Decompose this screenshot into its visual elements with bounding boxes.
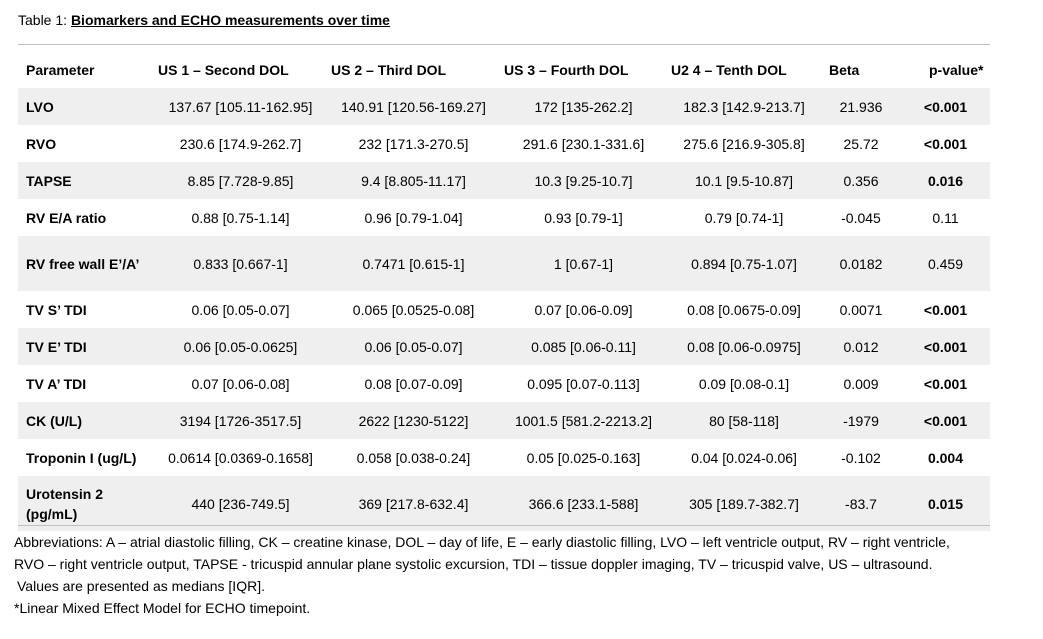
us1-cell: 0.06 [0.05-0.0625] <box>154 328 327 365</box>
us1-cell: 0.07 [0.06-0.08] <box>191 375 290 392</box>
data-table <box>18 52 990 531</box>
p-value-cell: 0.11 <box>932 209 959 226</box>
table-title: Biomarkers and ECHO measurements over time <box>70 12 390 28</box>
us2-cell: 2622 [1230-5122] <box>327 402 500 439</box>
beta-cell: -1979 <box>821 402 901 439</box>
beta-cell: 0.0071 <box>839 301 883 318</box>
us3-cell: 0.93 [0.79-1] <box>544 209 623 226</box>
beta-cell: 0.012 <box>821 328 901 365</box>
header-parameter: Parameter <box>26 62 95 78</box>
us4-cell: 0.08 [0.0675-0.09] <box>687 301 801 318</box>
p-value-cell: <0.001 <box>923 135 968 152</box>
beta-cell: 0.0182 <box>821 236 901 291</box>
us1-cell: 0.833 [0.667-1] <box>154 236 327 291</box>
us3-cell: 291.6 [230.1-331.6] <box>522 135 645 152</box>
us3-cell: 0.085 [0.06-0.11] <box>500 328 667 365</box>
parameter-cell: CK (U/L) <box>18 402 154 439</box>
table-row <box>18 328 990 365</box>
us3-cell: 0.05 [0.025-0.163] <box>526 449 641 466</box>
parameter-cell: RV E/A ratio <box>26 209 107 226</box>
model-note: *Linear Mixed Effect Model for ECHO timepoint. <box>14 600 311 616</box>
parameter-cell: Urotensin 2 (pg/mL) <box>18 476 154 531</box>
us1-cell: 230.6 [174.9-262.7] <box>179 135 302 152</box>
p-value-cell: <0.001 <box>923 301 968 318</box>
parameter-cell: RVO <box>26 135 57 152</box>
us4-cell: 275.6 [216.9-305.8] <box>683 135 805 152</box>
us2-cell: 0.065 [0.0525-0.08] <box>352 301 475 318</box>
caption-prefix: Table 1: <box>18 12 71 28</box>
us1-cell: 0.0614 [0.0369-0.1658] <box>168 449 313 466</box>
p-value-cell: <0.001 <box>901 402 990 439</box>
us4-cell: 0.894 [0.75-1.07] <box>667 236 821 291</box>
us1-cell: 8.85 [7.728-9.85] <box>154 162 327 199</box>
table-row <box>18 88 990 125</box>
us2-cell: 369 [217.8-632.4] <box>327 476 500 531</box>
parameter-cell: TV S’ TDI <box>26 301 87 318</box>
beta-cell: 0.009 <box>843 375 879 392</box>
top-rule <box>18 44 990 45</box>
us2-cell: 0.96 [0.79-1.04] <box>364 209 463 226</box>
table-row <box>18 439 990 476</box>
parameter-cell: RV free wall E’/A’ <box>18 236 154 291</box>
parameter-cell: TAPSE <box>18 162 154 199</box>
p-value-cell: 0.459 <box>901 236 990 291</box>
p-value-cell: 0.015 <box>901 476 990 531</box>
us1-cell: 0.88 [0.75-1.14] <box>191 209 290 226</box>
us3-cell: 1 [0.67-1] <box>500 236 667 291</box>
table-row <box>18 402 990 439</box>
p-value-cell: 0.004 <box>927 449 964 466</box>
us4-cell: 305 [189.7-382.7] <box>667 476 821 531</box>
us3-cell: 10.3 [9.25-10.7] <box>500 162 667 199</box>
beta-cell: -0.102 <box>841 449 881 466</box>
p-value-cell: <0.001 <box>901 328 990 365</box>
table-row <box>18 199 990 236</box>
table-row <box>18 291 990 328</box>
parameter-cell: TV A’ TDI <box>26 375 87 392</box>
table-body <box>18 88 990 531</box>
us4-cell: 0.09 [0.08-0.1] <box>698 375 790 392</box>
beta-cell: 25.72 <box>843 135 879 152</box>
header-us1: US 1 – Second DOL <box>158 62 289 78</box>
header-us2: US 2 – Third DOL <box>331 62 447 78</box>
us2-cell: 0.058 [0.038-0.24] <box>356 449 471 466</box>
table-row <box>18 162 990 199</box>
beta-cell: 21.936 <box>821 88 901 125</box>
us4-cell: 0.04 [0.024-0.06] <box>691 449 797 466</box>
beta-cell: -0.045 <box>841 209 881 226</box>
us1-cell: 0.06 [0.05-0.07] <box>191 301 290 318</box>
us1-cell: 3194 [1726-3517.5] <box>154 402 327 439</box>
us1-cell: 137.67 [105.11-162.95] <box>154 88 327 125</box>
table-row <box>18 236 990 291</box>
table-caption <box>18 11 390 29</box>
values-note: Values are presented as medians [IQR]. <box>17 578 265 594</box>
header-row <box>18 52 990 88</box>
us2-cell: 0.06 [0.05-0.07] <box>327 328 500 365</box>
us4-cell: 0.08 [0.06-0.0975] <box>667 328 821 365</box>
table-row <box>18 125 990 162</box>
header-us3: US 3 – Fourth DOL <box>504 62 629 78</box>
us3-cell: 366.6 [233.1-588] <box>500 476 667 531</box>
us2-cell: 9.4 [8.805-11.17] <box>327 162 500 199</box>
bottom-rule <box>18 525 990 526</box>
beta-cell: 0.356 <box>821 162 901 199</box>
parameter-cell: LVO <box>18 88 154 125</box>
us2-cell: 140.91 [120.56-169.27] <box>327 88 500 125</box>
header-us4: U2 4 – Tenth DOL <box>671 62 787 78</box>
p-value-cell: <0.001 <box>901 88 990 125</box>
parameter-cell: Troponin I (ug/L) <box>26 449 137 466</box>
table-row <box>18 476 990 531</box>
p-value-cell: <0.001 <box>923 375 968 392</box>
beta-cell: -83.7 <box>821 476 901 531</box>
us3-cell: 0.095 [0.07-0.113] <box>527 375 640 392</box>
us4-cell: 182.3 [142.9-213.7] <box>667 88 821 125</box>
us3-cell: 172 [135-262.2] <box>500 88 667 125</box>
us2-cell: 0.08 [0.07-0.09] <box>364 375 463 392</box>
us3-cell: 0.07 [0.06-0.09] <box>534 301 633 318</box>
table-notes <box>14 531 1039 619</box>
p-value-cell: 0.016 <box>901 162 990 199</box>
table-row <box>18 365 990 402</box>
header-p-value: p-value* <box>929 62 984 78</box>
us1-cell: 440 [236-749.5] <box>154 476 327 531</box>
us4-cell: 10.1 [9.5-10.87] <box>667 162 821 199</box>
us3-cell: 1001.5 [581.2-2213.2] <box>500 402 667 439</box>
us4-cell: 0.79 [0.74-1] <box>704 209 784 226</box>
us4-cell: 80 [58-118] <box>667 402 821 439</box>
header-beta: Beta <box>829 62 860 78</box>
abbreviations-line-2: RVO – right ventricle output, TAPSE - tricuspid annular plane systolic excursion, TDI – tissue doppler imaging, TV – tricuspid valve, US – ultrasound. <box>14 556 933 572</box>
table-header <box>18 52 990 88</box>
us2-cell: 0.7471 [0.615-1] <box>327 236 500 291</box>
abbreviations-line-1: Abbreviations: A – atrial diastolic filling, CK – creatine kinase, DOL – day of life, E – early diastolic filling, LVO – left ventricle output, RV – right ventricle, <box>14 534 950 550</box>
us2-cell: 232 [171.3-270.5] <box>358 135 469 152</box>
parameter-cell: TV E’ TDI <box>18 328 154 365</box>
